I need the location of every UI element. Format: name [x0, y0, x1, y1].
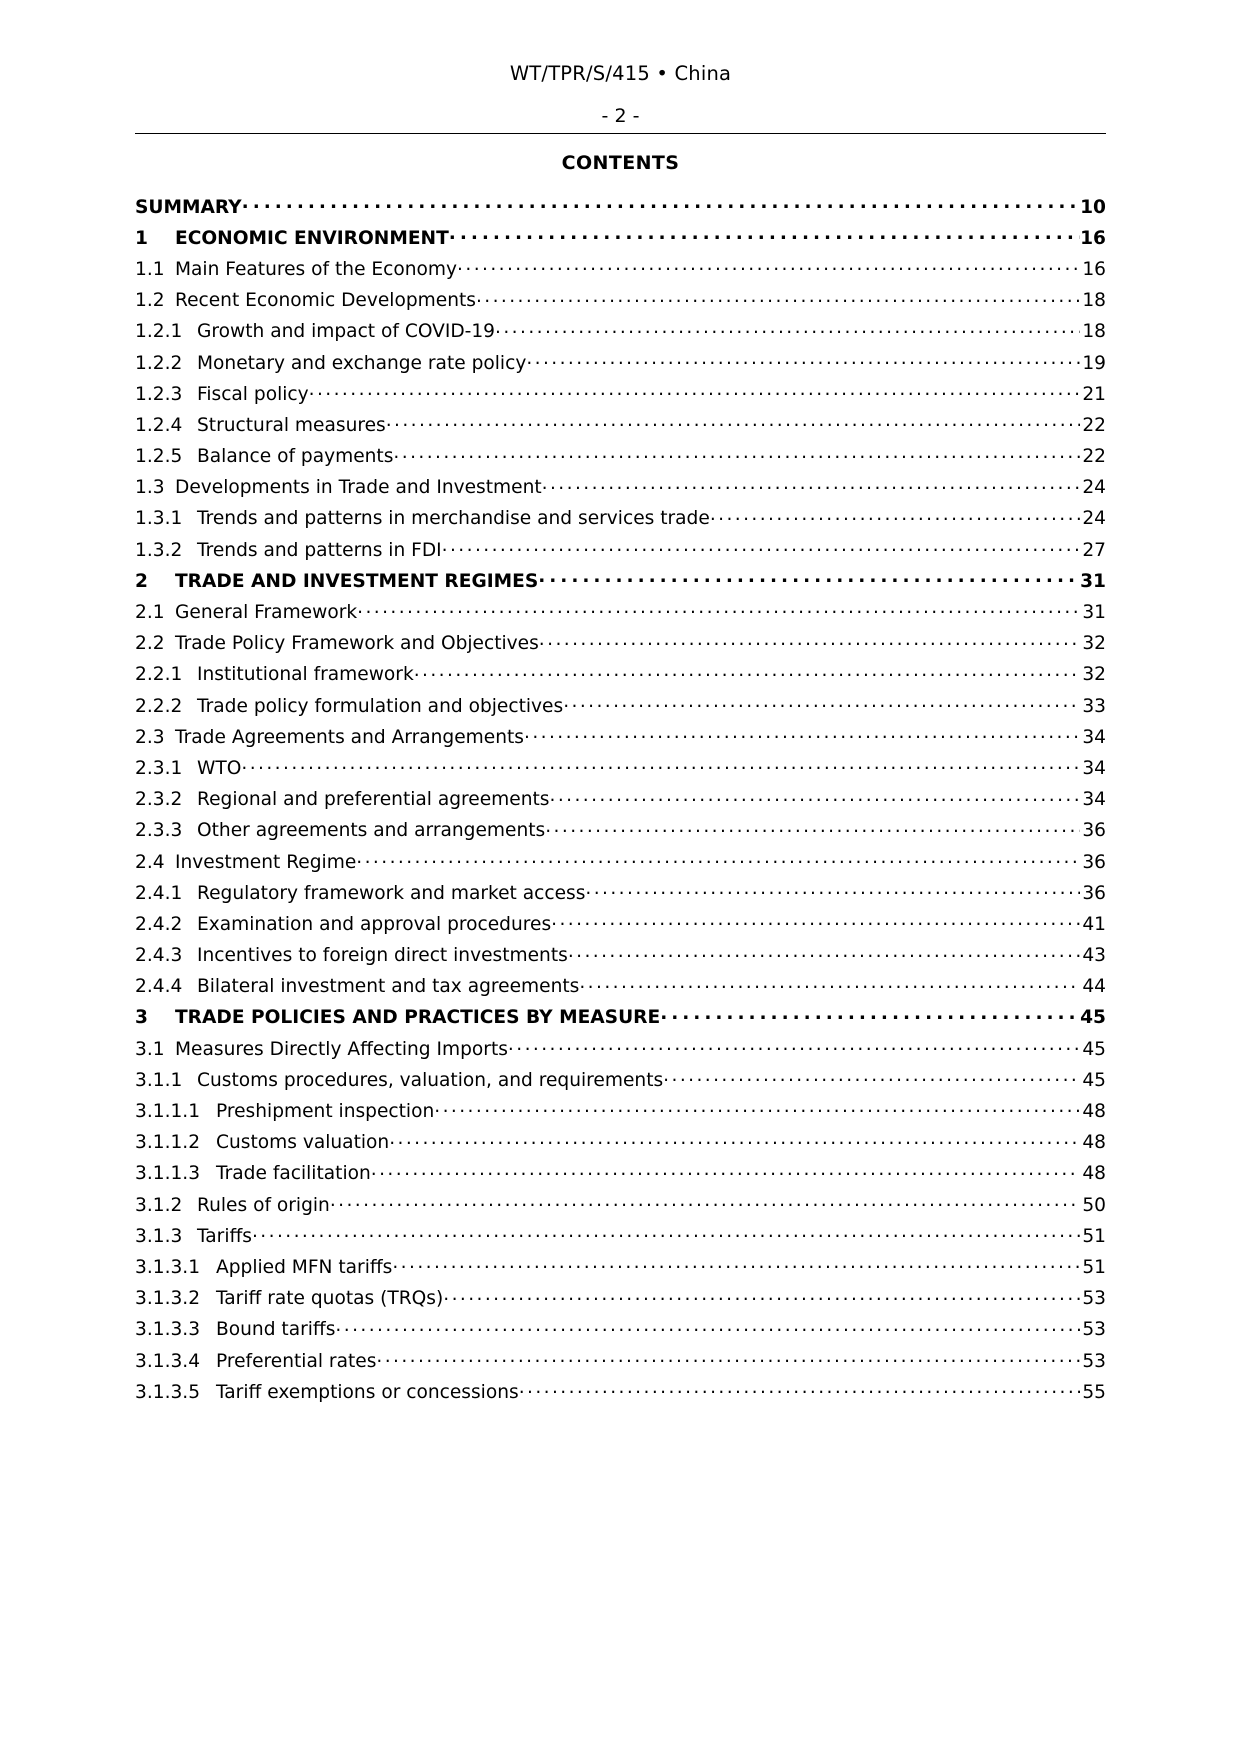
toc-entry[interactable]: [135, 537, 1106, 568]
toc-dot-leader: [568, 943, 1080, 962]
toc-entry[interactable]: [135, 787, 1106, 818]
toc-dot-leader: [309, 381, 1080, 400]
toc-entry-title: Tariff rate quotas (TRQs): [216, 1288, 444, 1310]
toc-entry[interactable]: [135, 1130, 1106, 1161]
toc-entry-title: Measures Directly Affecting Imports: [175, 1038, 508, 1060]
toc-entry-number: 3.1.1.3: [135, 1163, 201, 1185]
toc-entry-number: 3.1.2: [135, 1194, 183, 1216]
toc-entry-page-number: 32: [1082, 633, 1106, 655]
toc-entry-title: Bound tariffs: [216, 1319, 336, 1341]
toc-entry-title: Regional and preferential agreements: [197, 789, 550, 811]
toc-entry-title: Examination and approval procedures: [197, 913, 552, 935]
toc-dot-leader: [545, 818, 1080, 837]
toc-entry[interactable]: [135, 1317, 1106, 1348]
toc-entry[interactable]: [135, 1379, 1106, 1410]
toc-dot-leader: [443, 1286, 1080, 1305]
toc-entry-number: 2.4: [135, 851, 165, 873]
toc-entry-title: Monetary and exchange rate policy: [197, 352, 527, 374]
toc-dot-leader: [241, 755, 1080, 774]
toc-entry-page-number: 36: [1082, 851, 1106, 873]
toc-entry-title: Main Features of the Economy: [175, 258, 458, 280]
toc-entry-page-number: 45: [1082, 1069, 1106, 1091]
page-folio-number: - 2 -: [601, 105, 640, 127]
toc-entry-title: Trade Agreements and Arrangements: [175, 726, 524, 748]
toc-entry-title: Regulatory framework and market access: [197, 882, 586, 904]
toc-dot-leader: [376, 1348, 1080, 1367]
toc-entry-number: 1.3.2: [135, 539, 183, 561]
toc-entry[interactable]: [135, 475, 1106, 506]
toc-entry-number: 3.1.3.4: [135, 1350, 201, 1372]
toc-entry[interactable]: [135, 319, 1106, 350]
toc-dot-leader: [542, 475, 1080, 494]
document-code: WT/TPR/S/415 • China: [509, 62, 732, 85]
toc-dot-leader: [252, 1223, 1080, 1242]
toc-dot-leader: [356, 849, 1080, 868]
toc-entry-title: Recent Economic Developments: [175, 290, 476, 312]
running-header: [0, 62, 1241, 85]
toc-entry-page-number: 32: [1082, 664, 1106, 686]
toc-entry-page-number: 50: [1082, 1194, 1106, 1216]
toc-dot-leader: [660, 1005, 1080, 1024]
toc-entry-page-number: 43: [1082, 945, 1106, 967]
toc-entry-number: 3.1.3.5: [135, 1381, 201, 1403]
toc-entry-page-number: 19: [1082, 352, 1106, 374]
toc-entry-number: 2.2: [135, 633, 165, 655]
toc-entry-page-number: 55: [1082, 1381, 1106, 1403]
toc-entry[interactable]: [135, 974, 1106, 1005]
toc-entry-number: 1.1: [135, 258, 165, 280]
toc-entry[interactable]: [135, 599, 1106, 630]
toc-entry[interactable]: [135, 444, 1106, 475]
toc-entry-page-number: 48: [1082, 1101, 1106, 1123]
toc-entry-page-number: 31: [1082, 602, 1106, 624]
toc-entry[interactable]: [135, 1036, 1106, 1067]
toc-dot-leader: [524, 724, 1080, 743]
toc-entry-page-number: 24: [1082, 477, 1106, 499]
toc-entry-number: 1.3: [135, 477, 165, 499]
toc-entry-page-number: 31: [1080, 570, 1106, 592]
toc-dot-leader: [434, 1098, 1080, 1117]
toc-entry-number: 1.2.1: [135, 321, 183, 343]
toc-dot-leader: [526, 350, 1080, 369]
toc-entry-number: 2.2.2: [135, 695, 183, 717]
toc-entry-number: 1.2.2: [135, 352, 183, 374]
toc-entry-number: 2: [135, 570, 148, 592]
toc-entry-page-number: 48: [1082, 1132, 1106, 1154]
toc-entry-number: 1.2.4: [135, 414, 183, 436]
toc-entry-title: General Framework: [175, 602, 358, 624]
toc-entry[interactable]: [135, 911, 1106, 942]
toc-entry[interactable]: [135, 350, 1106, 381]
toc-entry-number: 3: [135, 1007, 148, 1029]
toc-entry[interactable]: [135, 1348, 1106, 1379]
toc-dot-leader: [663, 1067, 1080, 1086]
toc-entry-page-number: 53: [1082, 1288, 1106, 1310]
header-divider: [135, 133, 1106, 134]
toc-entry-page-number: 51: [1082, 1225, 1106, 1247]
toc-entry-title: Tariff exemptions or concessions: [216, 1381, 519, 1403]
toc-dot-leader: [442, 537, 1080, 556]
toc-entry-title: ECONOMIC ENVIRONMENT: [175, 227, 449, 249]
toc-entry-page-number: 18: [1082, 321, 1106, 343]
toc-dot-leader: [495, 319, 1080, 338]
toc-entry-number: 2.3.2: [135, 789, 183, 811]
toc-entry-page-number: 33: [1082, 695, 1106, 717]
toc-dot-leader: [508, 1036, 1080, 1055]
toc-entry-page-number: 10: [1080, 196, 1106, 218]
toc-entry-page-number: 36: [1082, 820, 1106, 842]
toc-entry-title: Tariffs: [197, 1225, 252, 1247]
toc-entry-number: 2.1: [135, 602, 165, 624]
toc-entry-number: 1.2.3: [135, 383, 183, 405]
toc-entry-title: Customs procedures, valuation, and requirements: [197, 1069, 664, 1091]
toc-entry[interactable]: [135, 818, 1106, 849]
toc-entry[interactable]: [135, 1161, 1106, 1192]
toc-dot-leader: [414, 662, 1080, 681]
toc-entry-page-number: 24: [1082, 508, 1106, 530]
toc-dot-leader: [539, 631, 1080, 650]
toc-entry-page-number: 36: [1082, 882, 1106, 904]
toc-entry-title: Trends and patterns in merchandise and services trade: [197, 508, 710, 530]
toc-entry-page-number: 22: [1082, 414, 1106, 436]
toc-entry-page-number: 34: [1082, 757, 1106, 779]
toc-entry-number: 2.3.3: [135, 820, 183, 842]
toc-entry[interactable]: [135, 724, 1106, 755]
toc-entry-number: 2.4.1: [135, 882, 183, 904]
toc-entry-number: 3.1.1: [135, 1069, 183, 1091]
toc-entry-page-number: 16: [1080, 227, 1106, 249]
toc-entry[interactable]: [135, 1254, 1106, 1285]
toc-entry-title: Trade Policy Framework and Objectives: [175, 633, 539, 655]
toc-dot-leader: [242, 194, 1080, 213]
toc-entry-title: Preshipment inspection: [216, 1101, 435, 1123]
toc-entry-number: 1.2.5: [135, 446, 183, 468]
contents-section: [135, 152, 1106, 1410]
toc-entry-number: 3.1: [135, 1038, 165, 1060]
toc-entry-number: 1.3.1: [135, 508, 183, 530]
toc-entry-number: 3.1.3.3: [135, 1319, 201, 1341]
toc-entry-page-number: 48: [1082, 1163, 1106, 1185]
toc-dot-leader: [563, 693, 1080, 712]
toc-entry-title: Trade policy formulation and objectives: [197, 695, 564, 717]
toc-entry-number: 3.1.1.2: [135, 1132, 201, 1154]
toc-entry-title: Trends and patterns in FDI: [197, 539, 442, 561]
table-of-contents-list: [135, 194, 1106, 1410]
toc-entry[interactable]: [135, 693, 1106, 724]
toc-entry[interactable]: [135, 506, 1106, 537]
toc-entry[interactable]: [135, 288, 1106, 319]
toc-entry-number: 2.2.1: [135, 664, 183, 686]
toc-entry[interactable]: [135, 1098, 1106, 1129]
toc-entry-title: WTO: [197, 757, 242, 779]
toc-entry-title: Bilateral investment and tax agreements: [197, 976, 580, 998]
contents-title: CONTENTS: [561, 152, 680, 174]
toc-entry-number: 2.3.1: [135, 757, 183, 779]
toc-entry-title: Balance of payments: [197, 446, 394, 468]
toc-entry-title: Customs valuation: [216, 1132, 390, 1154]
toc-entry-number: 3.1.3.1: [135, 1256, 201, 1278]
toc-dot-leader: [538, 568, 1080, 587]
toc-entry-title: Growth and impact of COVID-19: [197, 321, 496, 343]
toc-entry[interactable]: [135, 1067, 1106, 1098]
toc-entry[interactable]: [135, 662, 1106, 693]
toc-entry[interactable]: [135, 256, 1106, 287]
toc-entry-title: Rules of origin: [197, 1194, 330, 1216]
toc-dot-leader: [389, 1130, 1080, 1149]
toc-entry[interactable]: [135, 381, 1106, 412]
toc-entry-page-number: 44: [1082, 976, 1106, 998]
toc-entry-title: Incentives to foreign direct investments: [197, 945, 568, 967]
toc-entry[interactable]: [135, 943, 1106, 974]
toc-entry-number: 3.1.1.1: [135, 1101, 201, 1123]
toc-entry-title: Applied MFN tariffs: [216, 1256, 393, 1278]
toc-entry-page-number: 34: [1082, 726, 1106, 748]
toc-entry-page-number: 53: [1082, 1350, 1106, 1372]
toc-dot-leader: [585, 880, 1080, 899]
toc-entry-title: Investment Regime: [175, 851, 357, 873]
toc-entry-page-number: 22: [1082, 446, 1106, 468]
toc-dot-leader: [335, 1317, 1080, 1336]
toc-entry-number: 3.1.3.2: [135, 1288, 201, 1310]
toc-entry[interactable]: [135, 849, 1106, 880]
toc-dot-leader: [449, 225, 1080, 244]
toc-entry-title: Trade facilitation: [216, 1163, 371, 1185]
toc-entry-page-number: 34: [1082, 789, 1106, 811]
toc-entry-title: TRADE AND INVESTMENT REGIMES: [175, 570, 539, 592]
toc-entry-number: 2.4.3: [135, 945, 183, 967]
toc-entry-page-number: 45: [1082, 1038, 1106, 1060]
toc-entry-page-number: 16: [1082, 258, 1106, 280]
toc-dot-leader: [710, 506, 1080, 525]
toc-entry-title: Other agreements and arrangements: [197, 820, 546, 842]
toc-entry[interactable]: [135, 1192, 1106, 1223]
toc-dot-leader: [551, 911, 1080, 930]
toc-entry[interactable]: [135, 412, 1106, 443]
toc-entry-title: Fiscal policy: [197, 383, 309, 405]
toc-entry-number: 2.4.4: [135, 976, 183, 998]
toc-entry-page-number: 45: [1080, 1007, 1106, 1029]
toc-dot-leader: [386, 412, 1080, 431]
toc-entry-title: Preferential rates: [216, 1350, 377, 1372]
toc-entry-number: 2.3: [135, 726, 165, 748]
toc-dot-leader: [476, 288, 1080, 307]
toc-entry-page-number: 53: [1082, 1319, 1106, 1341]
toc-entry-number: 1.2: [135, 290, 165, 312]
toc-dot-leader: [457, 256, 1080, 275]
toc-entry[interactable]: [135, 568, 1106, 599]
toc-entry[interactable]: [135, 755, 1106, 786]
toc-entry[interactable]: [135, 631, 1106, 662]
toc-entry[interactable]: [135, 1223, 1106, 1254]
toc-dot-leader: [330, 1192, 1080, 1211]
toc-entry-title: TRADE POLICIES AND PRACTICES BY MEASURE: [175, 1007, 661, 1029]
toc-entry-number: 3.1.3: [135, 1225, 183, 1247]
toc-entry[interactable]: [135, 194, 1106, 225]
toc-entry-page-number: 18: [1082, 290, 1106, 312]
toc-entry[interactable]: [135, 880, 1106, 911]
toc-entry-number: 2.4.2: [135, 913, 183, 935]
toc-dot-leader: [579, 974, 1080, 993]
toc-entry[interactable]: [135, 1005, 1106, 1036]
toc-dot-leader: [371, 1161, 1080, 1180]
toc-entry-title: SUMMARY: [135, 196, 242, 218]
toc-entry-title: Developments in Trade and Investment: [175, 477, 542, 499]
toc-entry[interactable]: [135, 225, 1106, 256]
toc-entry[interactable]: [135, 1286, 1106, 1317]
toc-entry-title: Institutional framework: [197, 664, 414, 686]
toc-entry-page-number: 21: [1082, 383, 1106, 405]
toc-entry-page-number: 41: [1082, 913, 1106, 935]
toc-dot-leader: [392, 1254, 1080, 1273]
toc-dot-leader: [550, 787, 1081, 806]
toc-entry-page-number: 27: [1082, 539, 1106, 561]
toc-dot-leader: [393, 444, 1080, 463]
toc-entry-number: 1: [135, 227, 148, 249]
toc-dot-leader: [519, 1379, 1080, 1398]
toc-dot-leader: [357, 599, 1080, 618]
toc-entry-title: Structural measures: [197, 414, 386, 436]
toc-entry-page-number: 51: [1082, 1256, 1106, 1278]
